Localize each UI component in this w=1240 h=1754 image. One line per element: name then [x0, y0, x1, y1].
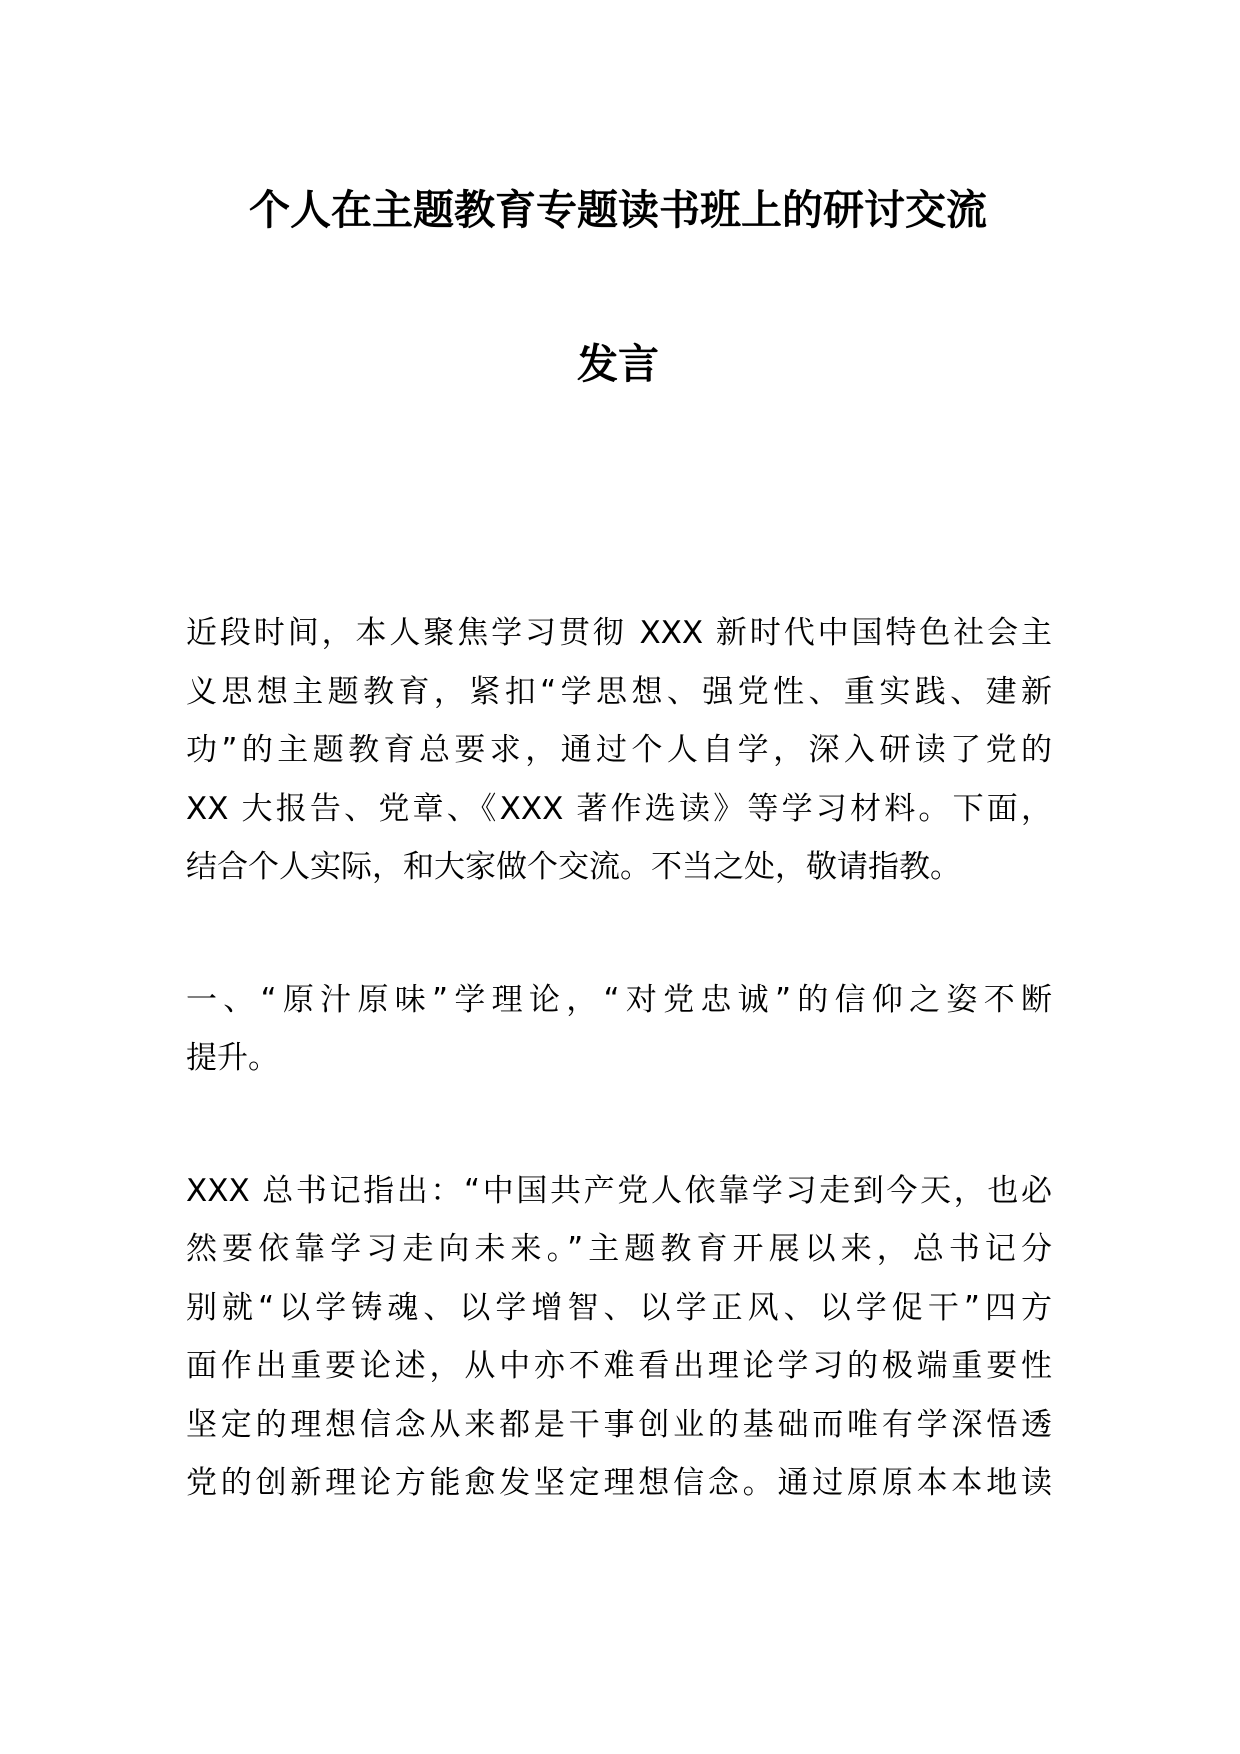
text-line: 近段时间，本人聚焦学习贯彻 XXX 新时代中国特色社会主 — [186, 615, 1052, 651]
title-line-2: 发言 — [577, 340, 659, 388]
document-body — [186, 604, 1052, 1513]
text-line: 面作出重要论述，从中亦不难看出理论学习的极端重要性 — [186, 1348, 1052, 1384]
text-line: 功”的主题教育总要求，通过个人自学，深入研读了党的 — [186, 732, 1052, 768]
title-line-1: 个人在主题教育专题读书班上的研讨交流 — [249, 186, 987, 234]
text-line: 一、“原汁原味”学理论，“对党忠诚”的信仰之姿不断 — [186, 981, 1052, 1018]
section-heading-1 — [186, 971, 1052, 1088]
text-line: 别就“以学铸魂、以学增智、以学正风、以学促干”四方 — [186, 1289, 1052, 1326]
body-paragraph-2 — [186, 1162, 1052, 1513]
document-title — [188, 168, 1048, 392]
text-line: 党的创新理论方能愈发坚定理想信念。通过原原本本地读 — [186, 1465, 1052, 1501]
text-line: 义思想主题教育，紧扣“学思想、强党性、重实践、建新 — [186, 673, 1052, 710]
text-line: 提升。 — [186, 1040, 279, 1076]
text-line: XX 大报告、党章、《XXX 著作选读》等学习材料。下面， — [186, 790, 1052, 827]
intro-paragraph — [186, 604, 1052, 897]
text-line: XXX 总书记指出：“中国共产党人依靠学习走到今天，也必 — [186, 1172, 1052, 1209]
text-line: 坚定的理想信念从来都是干事创业的基础而唯有学深悟透 — [186, 1406, 1052, 1443]
text-line: 结合个人实际，和大家做个交流。不当之处，敬请指教。 — [186, 849, 961, 885]
text-line: 然要依靠学习走向未来。”主题教育开展以来，总书记分 — [186, 1231, 1052, 1267]
